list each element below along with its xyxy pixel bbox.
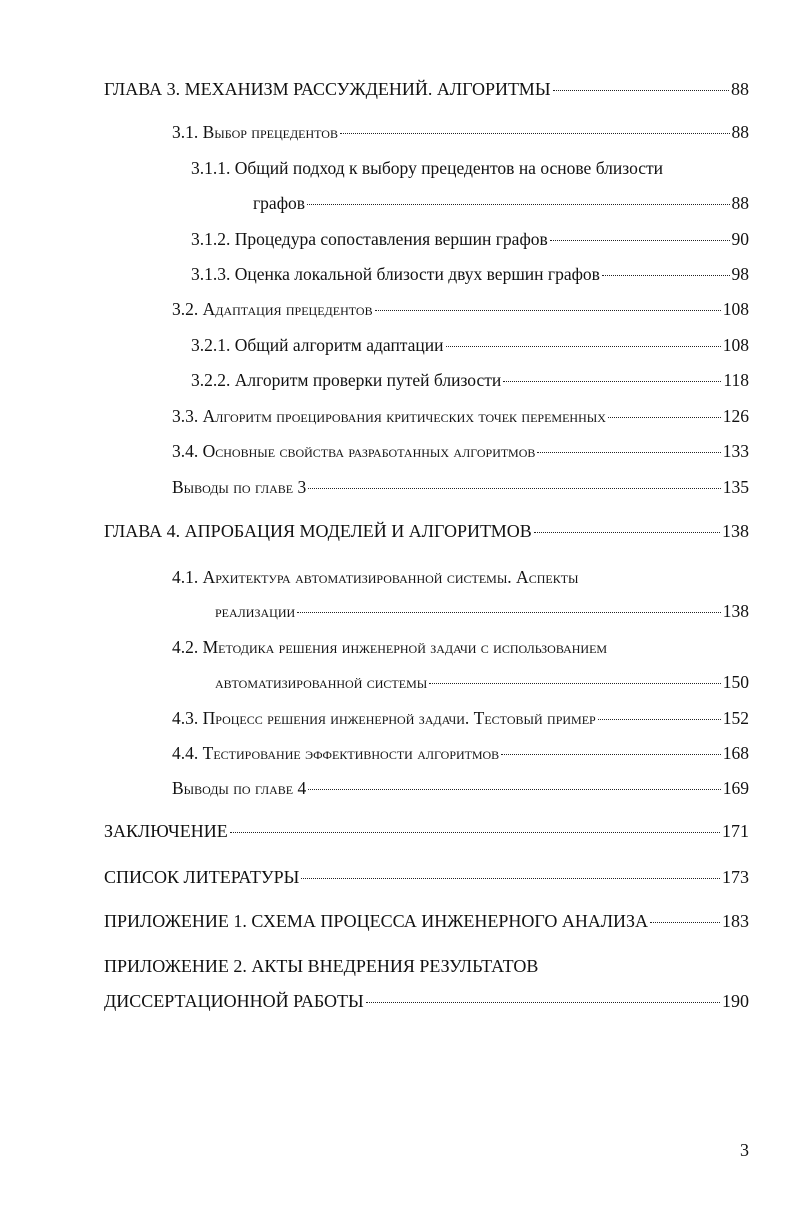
dot-leader (503, 381, 721, 382)
toc-title: 4.3. Процесс решения инженерной задачи. Тестовый пример (172, 708, 596, 728)
toc-title: СПИСОК ЛИТЕРАТУРЫ (104, 867, 300, 887)
toc-subsection-3-1-1[interactable] (253, 192, 749, 214)
toc-section-4-3[interactable] (172, 707, 749, 729)
toc-title: автоматизированной системы (215, 672, 428, 692)
toc-section-4-2[interactable] (215, 671, 749, 693)
dot-leader (446, 346, 721, 347)
toc-title: 3.2.1. Общий алгоритм адаптации (191, 335, 444, 355)
toc-page: 173 (722, 867, 749, 887)
toc-title: 3.4. Основные свойства разработанных алгоритмов (172, 441, 536, 461)
toc-section-3-3[interactable] (172, 405, 749, 427)
dot-leader (537, 452, 720, 453)
toc-title: 3.2.2. Алгоритм проверки путей близости (191, 370, 502, 390)
toc-page: 126 (722, 406, 749, 426)
toc-title: 3.1.2. Процедура сопоставления вершин графов (191, 229, 548, 249)
toc-section-4-2-line1[interactable]: 4.2. Методика решения инженерной задачи с использованием (172, 637, 608, 657)
dot-leader (429, 683, 721, 684)
dot-leader (230, 832, 720, 833)
toc-section-4-1[interactable] (215, 600, 749, 622)
toc-appendix-2-line1[interactable]: ПРИЛОЖЕНИЕ 2. АКТЫ ВНЕДРЕНИЯ РЕЗУЛЬТАТОВ (104, 956, 539, 976)
toc-title: Выводы по главе 3 (172, 477, 307, 497)
toc-page: 88 (731, 122, 749, 142)
toc-subsection-3-1-3[interactable] (191, 263, 749, 285)
toc-chapter-3[interactable] (104, 78, 749, 100)
toc-conclusions-4[interactable] (172, 777, 749, 799)
dot-leader (602, 275, 730, 276)
dot-leader (650, 922, 720, 923)
toc-page: 168 (722, 743, 749, 763)
toc-title: ГЛАВА 4. АПРОБАЦИЯ МОДЕЛЕЙ И АЛГОРИТМОВ (104, 521, 532, 541)
dot-leader (340, 133, 730, 134)
dot-leader (550, 240, 730, 241)
dot-leader (308, 488, 721, 489)
toc-title: 3.2. Адаптация прецедентов (172, 299, 373, 319)
dot-leader (297, 612, 721, 613)
toc-page: 108 (722, 299, 749, 319)
toc-title: ЗАКЛЮЧЕНИЕ (104, 821, 228, 841)
toc-subsection-3-1-2[interactable] (191, 228, 749, 250)
toc-title: 4.4. Тестирование эффективности алгоритмов (172, 743, 500, 763)
toc-title: 3.3. Алгоритм проецирования критических точек переменных (172, 406, 606, 426)
toc-page: 88 (731, 193, 749, 213)
toc-page: 171 (722, 821, 749, 841)
toc-title: Выводы по главе 4 (172, 778, 307, 798)
toc-page: 183 (722, 911, 749, 931)
toc-page: 190 (722, 991, 749, 1011)
toc-title: 3.1. Выбор прецедентов (172, 122, 338, 142)
toc-section-4-1-line1[interactable]: 4.1. Архитектура автоматизированной системы. Аспекты (172, 567, 579, 587)
toc-section-3-4[interactable] (172, 440, 749, 462)
toc-appendix-2[interactable] (104, 990, 749, 1012)
toc-subsection-3-2-1[interactable] (191, 334, 749, 356)
toc-section-3-2[interactable] (172, 298, 749, 320)
toc-title: 3.1.3. Оценка локальной близости двух вершин графов (191, 264, 600, 284)
toc-page: 133 (722, 441, 749, 461)
toc-page: 118 (723, 370, 749, 390)
dot-leader (301, 878, 720, 879)
dot-leader (307, 204, 729, 205)
dot-leader (308, 789, 721, 790)
toc-subsection-3-1-1-line1[interactable]: 3.1.1. Общий подход к выбору прецедентов на основе близости (191, 158, 664, 178)
toc-conclusion[interactable] (104, 820, 749, 842)
toc-page: 98 (731, 264, 749, 284)
toc-page: 169 (722, 778, 749, 798)
dot-leader (366, 1002, 720, 1003)
dot-leader (598, 719, 721, 720)
toc-section-4-4[interactable] (172, 742, 749, 764)
toc-title: ДИССЕРТАЦИОННОЙ РАБОТЫ (104, 991, 364, 1011)
dot-leader (534, 532, 720, 533)
toc-subsection-3-2-2[interactable] (191, 369, 749, 391)
toc-title: графов (253, 193, 306, 213)
toc-page: 108 (722, 335, 749, 355)
toc-title: реализации (215, 601, 296, 621)
dot-leader (553, 90, 729, 91)
toc-page: 150 (722, 672, 749, 692)
dot-leader (608, 417, 721, 418)
toc-title: ГЛАВА 3. МЕХАНИЗМ РАССУЖДЕНИЙ. АЛГОРИТМЫ (104, 79, 551, 99)
toc-page: 138 (722, 521, 749, 541)
toc-appendix-1[interactable] (104, 910, 749, 932)
dot-leader (501, 754, 721, 755)
toc-page: 88 (731, 79, 749, 99)
toc-page: 152 (722, 708, 749, 728)
toc-chapter-4[interactable] (104, 520, 749, 542)
toc-references[interactable] (104, 866, 749, 888)
toc-conclusions-3[interactable] (172, 476, 749, 498)
toc-title: ПРИЛОЖЕНИЕ 1. СХЕМА ПРОЦЕССА ИНЖЕНЕРНОГО АНАЛИЗА (104, 911, 649, 931)
page-number: 3 (740, 1140, 749, 1160)
toc-page: 138 (722, 601, 749, 621)
toc-page: 90 (731, 229, 749, 249)
toc-section-3-1[interactable] (172, 121, 749, 143)
dot-leader (375, 310, 721, 311)
toc-page: 135 (722, 477, 749, 497)
